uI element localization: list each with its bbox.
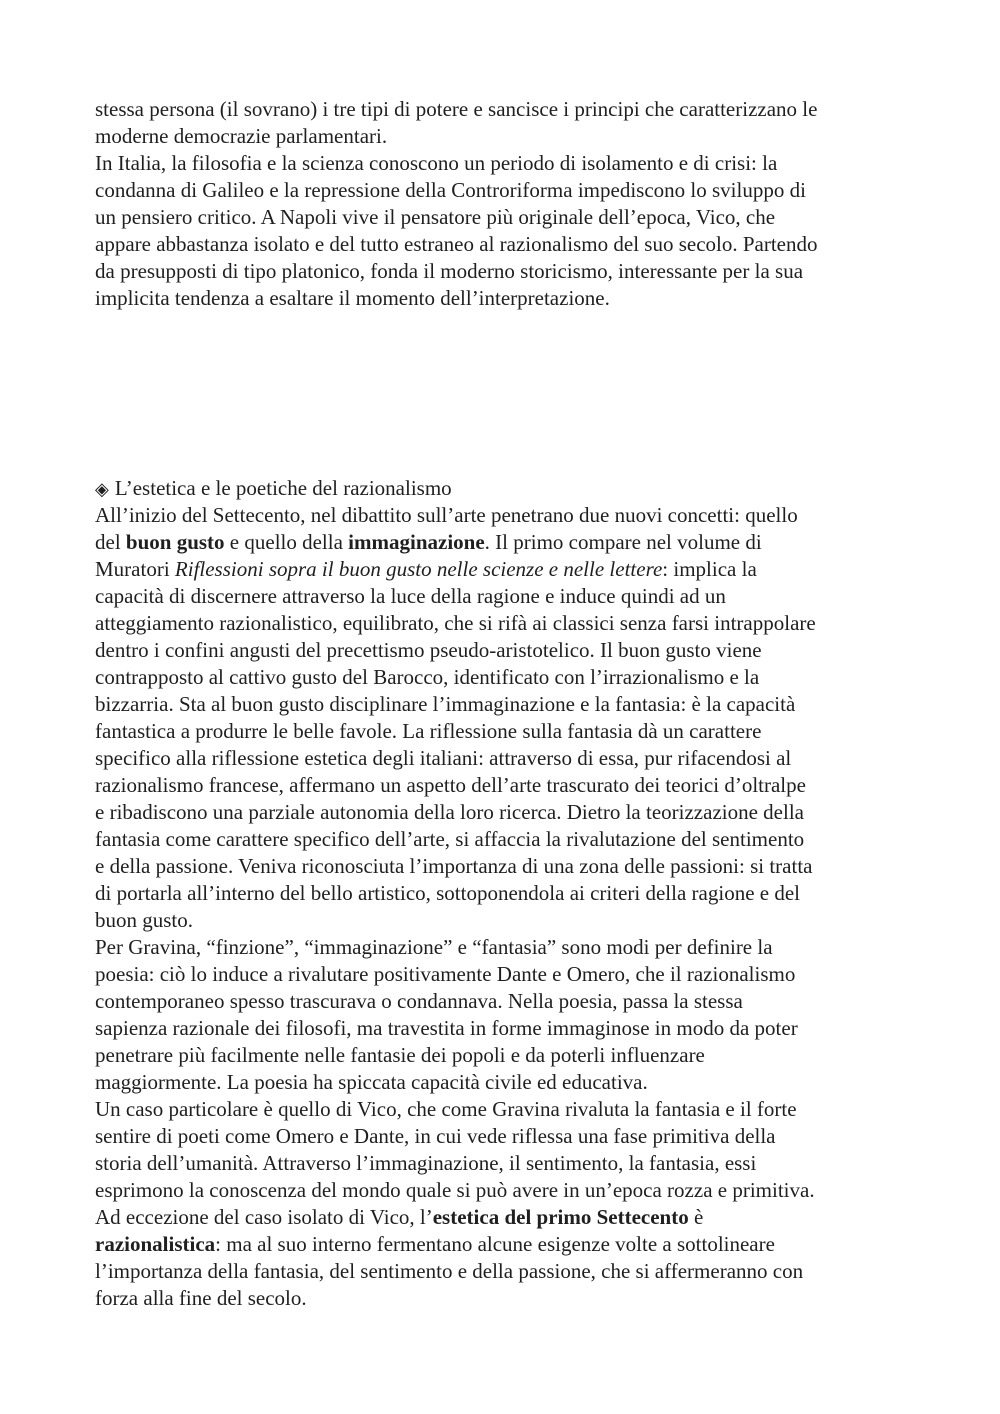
text-line: razionalismo francese, affermano un aspetto dell’arte trascurato dei teorici d’oltralpe <box>95 773 806 797</box>
section-heading <box>95 475 910 502</box>
heading-text: L’estetica e le poetiche del razionalismo <box>114 476 452 500</box>
text-line: atteggiamento razionalistico, equilibrato, che si rifà ai classici senza farsi intrappolare <box>95 611 816 635</box>
text-line: specifico alla riflessione estetica degli italiani: attraverso di essa, pur rifacendosi al <box>95 746 792 770</box>
text-line: forza alla fine del secolo. <box>95 1286 307 1310</box>
text-line <box>95 1204 910 1231</box>
text-run: e quello della <box>224 530 349 554</box>
text-line: poesia: ciò lo induce a rivalutare positivamente Dante e Omero, che il razionalismo <box>95 962 796 986</box>
text-line <box>95 556 910 583</box>
text-line: fantasia come carattere specifico dell’arte, si affaccia la rivalutazione del sentimento <box>95 827 805 851</box>
text-run: Muratori <box>95 557 175 581</box>
text-line: appare abbastanza isolato e del tutto estraneo al razionalismo del suo secolo. Partendo <box>95 232 818 256</box>
text-line: esprimono la conoscenza del mondo quale si può avere in un’epoca rozza e primitiva. <box>95 1178 815 1202</box>
text-line: un pensiero critico. A Napoli vive il pensatore più originale dell’epoca, Vico, che <box>95 205 776 229</box>
text-line: Per Gravina, “finzione”, “immaginazione” e “fantasia” sono modi per definire la <box>95 935 773 959</box>
bold-term-immaginazione: immaginazione <box>348 530 485 554</box>
text-line: moderne democrazie parlamentari. <box>95 124 388 148</box>
text-line: buon gusto. <box>95 908 194 932</box>
diamond-bullet-icon: ◈ <box>95 479 109 500</box>
text-line: All’inizio del Settecento, nel dibattito sull’arte penetrano due nuovi concetti: quello <box>95 503 798 527</box>
text-line: fantastica a produrre le belle favole. La riflessione sulla fantasia dà un carattere <box>95 719 762 743</box>
text-line: di portarla all’interno del bello artistico, sottoponendola ai criteri della ragione e del <box>95 881 800 905</box>
text-line: contrapposto al cattivo gusto del Barocco, identificato con l’irrazionalismo e la <box>95 665 760 689</box>
text-run: del <box>95 530 126 554</box>
section-aesthetics <box>95 475 910 1312</box>
text-line: stessa persona (il sovrano) i tre tipi di potere e sancisce i principi che caratterizzano le <box>95 97 818 121</box>
text-line: sapienza razionale dei filosofi, ma travestita in forme immaginose in modo da poter <box>95 1016 798 1040</box>
bold-term-buon-gusto: buon gusto <box>125 530 225 554</box>
text-line: capacità di discernere attraverso la luce della ragione e induce quindi ad un <box>95 584 726 608</box>
text-line: e della passione. Veniva riconosciuta l’importanza di una zona delle passioni: si tratta <box>95 854 813 878</box>
text-line <box>95 1231 910 1258</box>
text-line: Un caso particolare è quello di Vico, che come Gravina rivaluta la fantasia e il forte <box>95 1097 797 1121</box>
text-run: Ad eccezione del caso isolato di Vico, l’ <box>95 1205 433 1229</box>
text-line: sentire di poeti come Omero e Dante, in cui vede riflessa una fase primitiva della <box>95 1124 776 1148</box>
text-line: dentro i confini angusti del precettismo pseudo-aristotelico. Il buon gusto viene <box>95 638 762 662</box>
text-line: implicita tendenza a esaltare il momento dell’interpretazione. <box>95 286 610 310</box>
text-line <box>95 529 910 556</box>
text-line: condanna di Galileo e la repressione della Controriforma impediscono lo sviluppo di <box>95 178 806 202</box>
text-line: bizzarria. Sta al buon gusto disciplinare l’immaginazione e la fantasia: è la capacità <box>95 692 796 716</box>
text-run: è <box>688 1205 704 1229</box>
text-line: maggiormente. La poesia ha spiccata capacità civile ed educativa. <box>95 1070 648 1094</box>
bold-term-razionalistica: razionalistica <box>95 1232 216 1256</box>
text-line: e ribadiscono una parziale autonomia della loro ricerca. Dietro la teorizzazione della <box>95 800 804 824</box>
text-line: penetrare più facilmente nelle fantasie dei popoli e da poterli influenzare <box>95 1043 705 1067</box>
text-line: In Italia, la filosofia e la scienza conoscono un periodo di isolamento e di crisi: la <box>95 151 778 175</box>
text-line: da presupposti di tipo platonico, fonda il moderno storicismo, interessante per la sua <box>95 259 804 283</box>
bold-term-estetica: estetica del primo Settecento <box>432 1205 689 1229</box>
text-run: : implica la <box>662 557 757 581</box>
paragraph-political-philosophy <box>95 96 910 312</box>
text-line: storia dell’umanità. Attraverso l’immaginazione, il sentimento, la fantasia, essi <box>95 1151 757 1175</box>
text-run: : ma al suo interno fermentano alcune esigenze volte a sottolineare <box>215 1232 775 1256</box>
text-line: l’importanza della fantasia, del sentimento e della passione, che si affermeranno con <box>95 1259 804 1283</box>
text-run: . Il primo compare nel volume di <box>484 530 762 554</box>
book-title: Riflessioni sopra il buon gusto nelle scienze e nelle lettere <box>174 557 663 581</box>
text-line: contemporaneo spesso trascurava o condannava. Nella poesia, passa la stessa <box>95 989 743 1013</box>
